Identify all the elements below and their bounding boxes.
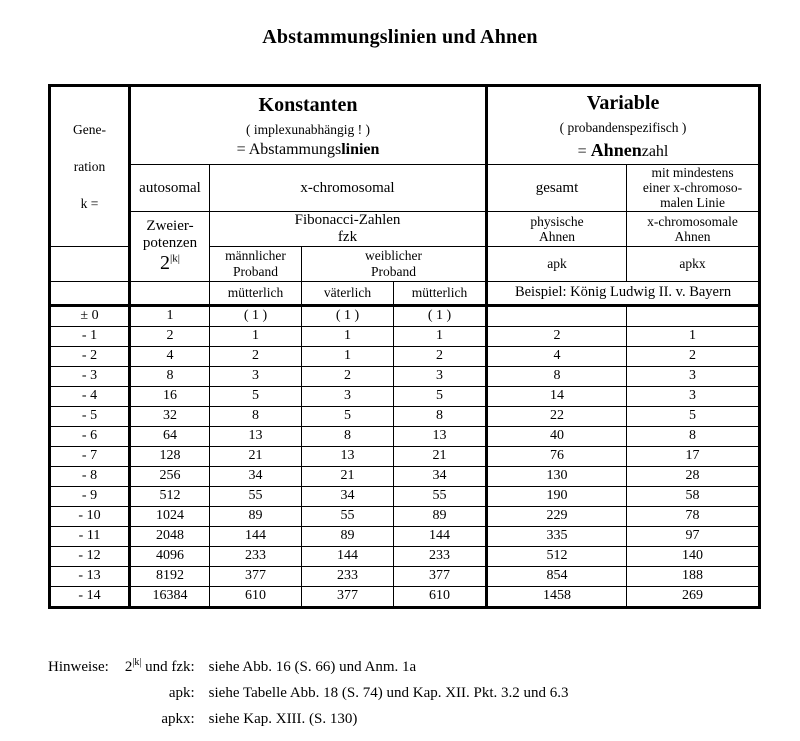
cell-fzk_w_vaeterlich: 89 bbox=[302, 526, 394, 546]
cell-fzk_m_muetterlich: 610 bbox=[210, 586, 302, 607]
cell-fzk_m_muetterlich: 377 bbox=[210, 566, 302, 586]
cell-apkx: 8 bbox=[627, 426, 760, 446]
cell-fzk_m_muetterlich: 21 bbox=[210, 446, 302, 466]
mit-mindestens-header bbox=[627, 164, 760, 211]
cell-zweierpotenz: 8192 bbox=[130, 566, 210, 586]
cell-fzk_w_muetterlich: 55 bbox=[394, 486, 487, 506]
cell-fzk_m_muetterlich: 89 bbox=[210, 506, 302, 526]
cell-apkx: 17 bbox=[627, 446, 760, 466]
cell-generation: - 6 bbox=[50, 426, 130, 446]
cell-fzk_w_vaeterlich: 5 bbox=[302, 406, 394, 426]
cell-fzk_m_muetterlich: ( 1 ) bbox=[210, 305, 302, 326]
table-row bbox=[50, 546, 760, 566]
table-container bbox=[48, 84, 758, 609]
zweier-line1: Zweier- bbox=[146, 218, 194, 235]
cell-apk: 190 bbox=[487, 486, 627, 506]
cell-zweierpotenz: 16384 bbox=[130, 586, 210, 607]
header-units-row bbox=[50, 211, 760, 246]
physische-ahnen-header bbox=[487, 211, 627, 246]
page-title: Abstammungslinien und Ahnen bbox=[262, 26, 538, 48]
cell-fzk_w_muetterlich: 2 bbox=[394, 346, 487, 366]
cell-apk: 335 bbox=[487, 526, 627, 546]
variable-equation bbox=[488, 136, 758, 164]
generation-line2: ration bbox=[73, 158, 106, 174]
cell-zweierpotenz: 512 bbox=[130, 486, 210, 506]
cell-apk: 76 bbox=[487, 446, 627, 466]
note-row bbox=[48, 707, 569, 733]
table-row bbox=[50, 586, 760, 607]
mit-line2: einer x-chromoso- bbox=[642, 180, 743, 196]
generation-line1: Gene- bbox=[73, 121, 106, 137]
autosomal-header: autosomal bbox=[130, 164, 210, 211]
xchrom-line2: Ahnen bbox=[674, 228, 711, 244]
cell-generation: - 2 bbox=[50, 346, 130, 366]
cell-apkx: 58 bbox=[627, 486, 760, 506]
cell-fzk_w_vaeterlich: 55 bbox=[302, 506, 394, 526]
table-row bbox=[50, 446, 760, 466]
cell-apk: 1458 bbox=[487, 586, 627, 607]
xchromosomal-header: x-chromosomal bbox=[210, 164, 487, 211]
muetterlich-w-header: mütterlich bbox=[394, 281, 487, 305]
notes-label-spacer bbox=[48, 681, 125, 707]
cell-generation: - 8 bbox=[50, 466, 130, 486]
power-of-two-label bbox=[131, 252, 209, 274]
table-row bbox=[50, 506, 760, 526]
cell-zweierpotenz: 32 bbox=[130, 406, 210, 426]
cell-apk: 8 bbox=[487, 366, 627, 386]
table-row bbox=[50, 426, 760, 446]
maennlicher-proband-header bbox=[210, 246, 302, 281]
cell-generation: - 5 bbox=[50, 406, 130, 426]
table-row bbox=[50, 526, 760, 546]
cell-fzk_w_vaeterlich: ( 1 ) bbox=[302, 305, 394, 326]
cell-generation: - 12 bbox=[50, 546, 130, 566]
note-text: siehe Kap. XIII. (S. 130) bbox=[208, 711, 358, 727]
note-text: siehe Tabelle Abb. 18 (S. 74) und Kap. XII. Pkt. 3.2 und 6.3 bbox=[208, 685, 569, 701]
cell-fzk_w_muetterlich: 3 bbox=[394, 366, 487, 386]
vaeterlich-header: väterlich bbox=[302, 281, 394, 305]
maennlicher-line1: männlicher bbox=[225, 248, 286, 264]
mit-line3: malen Linie bbox=[660, 195, 725, 211]
cell-generation: - 13 bbox=[50, 566, 130, 586]
cell-fzk_w_muetterlich: 89 bbox=[394, 506, 487, 526]
cell-fzk_m_muetterlich: 13 bbox=[210, 426, 302, 446]
cell-zweierpotenz: 64 bbox=[130, 426, 210, 446]
cell-fzk_w_muetterlich: 8 bbox=[394, 406, 487, 426]
cell-zweierpotenz: 128 bbox=[130, 446, 210, 466]
table-row bbox=[50, 406, 760, 426]
cell-apk: 854 bbox=[487, 566, 627, 586]
note-row bbox=[48, 681, 569, 707]
cell-generation: - 3 bbox=[50, 366, 130, 386]
variable-group-cell bbox=[487, 86, 760, 165]
konstanten-eq-bold: linien bbox=[341, 141, 380, 159]
maennlicher-line2: Proband bbox=[233, 263, 278, 279]
cell-fzk_w_muetterlich: 1 bbox=[394, 326, 487, 346]
cell-fzk_w_vaeterlich: 144 bbox=[302, 546, 394, 566]
note-row bbox=[48, 655, 569, 681]
variable-title: Variable bbox=[586, 92, 660, 114]
konstanten-title: Konstanten bbox=[258, 93, 358, 116]
gesamt-header: gesamt bbox=[487, 164, 627, 211]
cell-fzk_m_muetterlich: 5 bbox=[210, 386, 302, 406]
cell-fzk_w_muetterlich: 5 bbox=[394, 386, 487, 406]
cell-apk: 229 bbox=[487, 506, 627, 526]
generation-line3: k = bbox=[80, 195, 99, 211]
cell-zweierpotenz: 1 bbox=[130, 305, 210, 326]
generation-header-cell bbox=[50, 86, 130, 247]
cell-fzk_m_muetterlich: 55 bbox=[210, 486, 302, 506]
note-key: apk: bbox=[168, 685, 195, 701]
variable-eq-suffix: zahl bbox=[641, 142, 669, 160]
cell-apkx: 2 bbox=[627, 346, 760, 366]
cell-zweierpotenz: 4 bbox=[130, 346, 210, 366]
muetterlich-m-header: mütterlich bbox=[210, 281, 302, 305]
cell-fzk_m_muetterlich: 34 bbox=[210, 466, 302, 486]
cell-zweierpotenz: 2 bbox=[130, 326, 210, 346]
cell-generation: - 7 bbox=[50, 446, 130, 466]
cell-apk: 22 bbox=[487, 406, 627, 426]
cell-generation: - 10 bbox=[50, 506, 130, 526]
konstanten-subtitle: ( implexunabhängig ! ) bbox=[245, 121, 371, 137]
cell-zweierpotenz: 2048 bbox=[130, 526, 210, 546]
cell-generation: - 11 bbox=[50, 526, 130, 546]
cell-fzk_w_vaeterlich: 3 bbox=[302, 386, 394, 406]
power-exponent: |k| bbox=[170, 252, 180, 265]
cell-generation: - 1 bbox=[50, 326, 130, 346]
note-key: $2^{|k|}$ und fzk: bbox=[124, 657, 195, 675]
apkx-header: apkx bbox=[627, 246, 760, 281]
cell-fzk_w_muetterlich: ( 1 ) bbox=[394, 305, 487, 326]
cell-apkx: 78 bbox=[627, 506, 760, 526]
note-text: siehe Abb. 16 (S. 66) und Anm. 1a bbox=[208, 659, 417, 675]
cell-zweierpotenz: 4096 bbox=[130, 546, 210, 566]
cell-apkx: 97 bbox=[627, 526, 760, 546]
header-group-row bbox=[50, 86, 760, 165]
notes-label: Hinweise: bbox=[48, 659, 109, 675]
cell-apkx: 28 bbox=[627, 466, 760, 486]
cell-apk: 14 bbox=[487, 386, 627, 406]
cell-fzk_w_muetterlich: 377 bbox=[394, 566, 487, 586]
cell-fzk_w_vaeterlich: 233 bbox=[302, 566, 394, 586]
header-lineage-row bbox=[50, 281, 760, 305]
cell-generation: - 14 bbox=[50, 586, 130, 607]
cell-zweierpotenz: 8 bbox=[130, 366, 210, 386]
cell-apkx: 188 bbox=[627, 566, 760, 586]
table-row bbox=[50, 566, 760, 586]
cell-fzk_m_muetterlich: 1 bbox=[210, 326, 302, 346]
header-subgroup-row bbox=[50, 164, 760, 211]
notes-table bbox=[48, 655, 569, 733]
weiblicher-line1: weiblicher bbox=[365, 248, 422, 264]
abstammungslinien-table bbox=[48, 84, 761, 609]
cell-zweierpotenz: 256 bbox=[130, 466, 210, 486]
cell-fzk_w_muetterlich: 34 bbox=[394, 466, 487, 486]
apk-header: apk bbox=[487, 246, 627, 281]
table-row bbox=[50, 326, 760, 346]
zweierpotenzen-header bbox=[130, 211, 210, 281]
physische-line2: Ahnen bbox=[539, 228, 576, 244]
cell-apkx bbox=[627, 305, 760, 326]
physische-line1: physische bbox=[530, 213, 584, 229]
fibonacci-line1: Fibonacci-Zahlen bbox=[294, 211, 401, 228]
konstanten-eq-prefix: = Abstammungs bbox=[236, 141, 342, 159]
cell-fzk_w_vaeterlich: 8 bbox=[302, 426, 394, 446]
cell-fzk_m_muetterlich: 144 bbox=[210, 526, 302, 546]
cell-fzk_w_muetterlich: 144 bbox=[394, 526, 487, 546]
notes-label-spacer bbox=[48, 707, 125, 733]
cell-fzk_w_vaeterlich: 2 bbox=[302, 366, 394, 386]
zweier-line2: potenzen bbox=[142, 235, 198, 252]
xchrom-line1: x-chromosomale bbox=[647, 213, 738, 229]
cell-apk: 512 bbox=[487, 546, 627, 566]
variable-eq-prefix: = bbox=[577, 142, 591, 160]
fibonacci-line2: fzk bbox=[337, 228, 358, 245]
cell-zweierpotenz: 1024 bbox=[130, 506, 210, 526]
weiblicher-proband-header bbox=[302, 246, 487, 281]
cell-apkx: 5 bbox=[627, 406, 760, 426]
variable-subtitle: ( probandenspezifisch ) bbox=[559, 120, 687, 135]
beispiel-label: Beispiel: König Ludwig II. v. Bayern bbox=[487, 281, 760, 305]
cell-fzk_w_muetterlich: 21 bbox=[394, 446, 487, 466]
cell-fzk_w_muetterlich: 13 bbox=[394, 426, 487, 446]
cell-zweierpotenz: 16 bbox=[130, 386, 210, 406]
cell-fzk_m_muetterlich: 2 bbox=[210, 346, 302, 366]
cell-fzk_w_vaeterlich: 21 bbox=[302, 466, 394, 486]
power-base: 2 bbox=[160, 252, 171, 274]
cell-apk bbox=[487, 305, 627, 326]
table-row bbox=[50, 486, 760, 506]
cell-fzk_w_vaeterlich: 34 bbox=[302, 486, 394, 506]
generation-spacer-cell-2 bbox=[50, 281, 130, 305]
variable-eq-bold: Ahnen bbox=[590, 139, 642, 160]
note-key-exponent: |k| bbox=[132, 657, 142, 668]
cell-fzk_w_vaeterlich: 1 bbox=[302, 346, 394, 366]
cell-apk: 4 bbox=[487, 346, 627, 366]
mit-line1: mit mindestens bbox=[651, 165, 734, 181]
fibonacci-header bbox=[210, 211, 487, 246]
table-row bbox=[50, 305, 760, 326]
table-row bbox=[50, 466, 760, 486]
notes-section bbox=[48, 655, 788, 733]
cell-generation: - 9 bbox=[50, 486, 130, 506]
weiblicher-line2: Proband bbox=[371, 263, 416, 279]
table-row bbox=[50, 366, 760, 386]
cell-apk: 130 bbox=[487, 466, 627, 486]
cell-apkx: 3 bbox=[627, 366, 760, 386]
cell-fzk_m_muetterlich: 233 bbox=[210, 546, 302, 566]
cell-apk: 40 bbox=[487, 426, 627, 446]
note-key: apkx: bbox=[161, 711, 195, 727]
cell-apk: 2 bbox=[487, 326, 627, 346]
cell-fzk_w_vaeterlich: 377 bbox=[302, 586, 394, 607]
cell-fzk_w_vaeterlich: 13 bbox=[302, 446, 394, 466]
table-row bbox=[50, 346, 760, 366]
cell-generation: ± 0 bbox=[50, 305, 130, 326]
cell-fzk_m_muetterlich: 8 bbox=[210, 406, 302, 426]
cell-apkx: 3 bbox=[627, 386, 760, 406]
xchromosomale-ahnen-header bbox=[627, 211, 760, 246]
cell-apkx: 140 bbox=[627, 546, 760, 566]
autosomal-spacer-cell bbox=[130, 281, 210, 305]
konstanten-equation bbox=[131, 137, 485, 162]
cell-apkx: 269 bbox=[627, 586, 760, 607]
cell-generation: - 4 bbox=[50, 386, 130, 406]
generation-spacer-cell bbox=[50, 246, 130, 281]
cell-fzk_m_muetterlich: 3 bbox=[210, 366, 302, 386]
table-row bbox=[50, 386, 760, 406]
cell-apkx: 1 bbox=[627, 326, 760, 346]
cell-fzk_w_vaeterlich: 1 bbox=[302, 326, 394, 346]
konstanten-group-cell bbox=[130, 86, 487, 165]
cell-fzk_w_muetterlich: 233 bbox=[394, 546, 487, 566]
cell-fzk_w_muetterlich: 610 bbox=[394, 586, 487, 607]
